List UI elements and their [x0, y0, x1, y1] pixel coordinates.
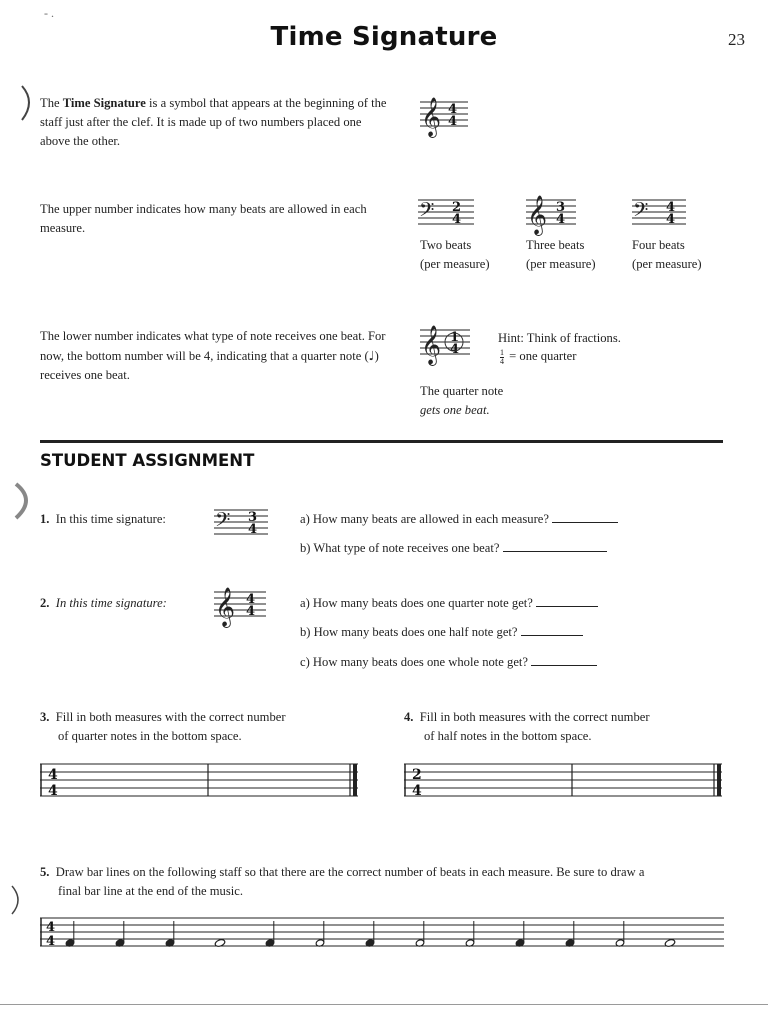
q5-staff[interactable]	[40, 912, 726, 952]
label-line: (per measure)	[526, 257, 596, 271]
sig-bottom: 4	[48, 783, 58, 799]
binder-hole-mark	[14, 84, 36, 124]
q2-number: 2.	[40, 596, 50, 610]
bass-clef-icon: 𝄢	[633, 198, 649, 226]
sig-bottom: 4	[412, 783, 422, 799]
q1a-answer-blank[interactable]	[552, 510, 618, 523]
sig-top: 2	[412, 767, 422, 783]
label-line: Four beats	[632, 238, 685, 252]
quarter-note-line2: gets one beat.	[420, 403, 490, 417]
treble-clef-icon: 𝄞	[421, 325, 442, 365]
lower-text-after: ) receives one beat.	[40, 349, 379, 382]
sig-bottom: 4	[666, 212, 676, 227]
q2a	[300, 594, 598, 613]
q1-label-text: In this time signature:	[55, 512, 166, 526]
intro-prefix: The	[40, 96, 63, 110]
three-beats-label	[526, 236, 596, 274]
q2a-text: a) How many beats does one quarter note get?	[300, 596, 533, 610]
sig-bottom: 4	[448, 114, 458, 129]
q1b-answer-blank[interactable]	[503, 539, 607, 552]
q4-number: 4.	[404, 710, 414, 724]
sig-top: 3	[556, 200, 566, 215]
sig-bottom: 4	[452, 212, 462, 227]
q5-number: 5.	[40, 865, 50, 879]
q3-staff[interactable]	[40, 758, 362, 802]
section-divider	[40, 440, 723, 443]
treble-clef-icon: 𝄞	[527, 195, 548, 235]
fraction-bottom: 4	[500, 356, 504, 366]
sig-bottom: 4	[556, 212, 566, 227]
sig-top: 4	[246, 592, 256, 607]
label-line: (per measure)	[632, 257, 702, 271]
four-beats-staff	[632, 196, 688, 232]
scan-mark: - .	[44, 6, 54, 20]
sig-top: 4	[448, 102, 458, 117]
q2b-answer-blank[interactable]	[521, 623, 583, 636]
intro-bold-term: Time Signature	[62, 96, 146, 110]
quarter-note-icon: ♩	[368, 348, 375, 363]
q1-bass-staff	[214, 506, 270, 540]
q1-number: 1.	[40, 512, 50, 526]
lower-number-paragraph	[40, 327, 390, 385]
intro-time-signature-staff	[420, 92, 470, 144]
hint-text: Hint: Think of fractions.	[498, 331, 621, 345]
lower-example-staff	[420, 320, 472, 372]
sig-bottom: 4	[450, 342, 460, 357]
sig-top: 4	[48, 767, 58, 783]
q3-line2: of quarter notes in the bottom space.	[58, 729, 242, 743]
q5-line2: final bar line at the end of the music.	[58, 884, 243, 898]
intro-paragraph	[40, 94, 390, 151]
q4-line1: Fill in both measures with the correct number	[419, 710, 650, 724]
label-line: Three beats	[526, 238, 585, 252]
two-beats-staff	[418, 196, 476, 232]
sig-top: 3	[248, 510, 258, 525]
treble-clef-icon: 𝄞	[215, 587, 236, 627]
q3-number: 3.	[40, 710, 50, 724]
upper-number-paragraph: The upper number indicates how many beats are allowed in each measure.	[40, 202, 367, 235]
binder-hole-mark	[6, 884, 26, 918]
q2b	[300, 623, 583, 642]
q4-staff[interactable]	[404, 758, 726, 802]
page-bottom-edge	[0, 1004, 768, 1005]
label-line: (per measure)	[420, 257, 490, 271]
q2a-answer-blank[interactable]	[536, 594, 598, 607]
q2c-answer-blank[interactable]	[531, 653, 597, 666]
q1b-text: b) What type of note receives one beat?	[300, 541, 500, 555]
fraction-line	[498, 347, 576, 366]
q1-label	[40, 510, 166, 529]
sig-top: 2	[452, 200, 462, 215]
three-beats-staff	[526, 190, 578, 240]
binder-hole-mark	[8, 482, 34, 522]
treble-clef-icon: 𝄞	[421, 97, 442, 137]
fraction	[500, 349, 504, 366]
sig-bottom: 4	[46, 934, 56, 949]
page-title: Time Signature	[270, 22, 498, 52]
q1a	[300, 510, 618, 529]
q1b	[300, 539, 607, 558]
q2b-text: b) How many beats does one half note get?	[300, 625, 518, 639]
sig-top: 4	[46, 920, 56, 935]
student-assignment-heading: STUDENT ASSIGNMENT	[40, 451, 255, 470]
sig-bottom: 4	[248, 522, 258, 537]
two-beats-label	[420, 236, 490, 274]
lower-text-before: The lower number indicates what type of note receives one beat. For now, the bottom number will be 4, indicating that a quarter note (	[40, 329, 386, 363]
label-line: Two beats	[420, 238, 472, 252]
intro-rest: is a symbol that appears at the beginning of the staff just after the clef. It is made up of two numbers placed one above the other.	[40, 96, 387, 148]
q2-label-text: In this time signature:	[55, 596, 167, 610]
sig-bottom: 4	[246, 604, 256, 619]
fraction-rest: = one quarter	[509, 349, 577, 363]
q4-line2: of half notes in the bottom space.	[424, 729, 592, 743]
q5-line1: Draw bar lines on the following staff so that there are the correct number of beats in each measure. Be sure to draw a	[55, 865, 645, 879]
fraction-top: 1	[500, 347, 504, 357]
q2c	[300, 653, 597, 672]
q2-label	[40, 594, 167, 613]
q2-treble-staff	[214, 582, 268, 632]
q5-instruction	[40, 863, 740, 901]
sig-top: 1	[450, 330, 460, 345]
q4-instruction	[404, 708, 650, 746]
sig-top: 4	[666, 200, 676, 215]
bass-clef-icon: 𝄢	[215, 508, 231, 536]
page-number: 23	[728, 30, 745, 49]
q3-line1: Fill in both measures with the correct number	[55, 710, 286, 724]
bass-clef-icon: 𝄢	[419, 198, 435, 226]
quarter-note-line1: The quarter note	[420, 384, 504, 398]
q1a-text: a) How many beats are allowed in each measure?	[300, 512, 549, 526]
q2c-text: c) How many beats does one whole note get?	[300, 655, 529, 669]
q3-instruction	[40, 708, 286, 746]
four-beats-label	[632, 236, 702, 274]
